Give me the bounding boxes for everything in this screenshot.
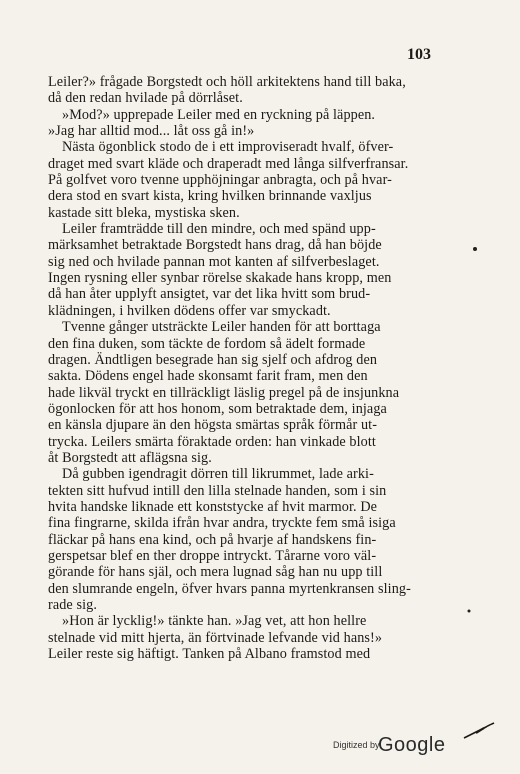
text-line: rade sig. [48,597,97,613]
text-line: då den redan hvilade på dörrlåset. [48,90,243,107]
text-line: »Mod?» upprepade Leiler med en ryckning på läppen. [62,106,376,123]
text-line: stelnade vid mitt hjerta, än förtvinade lefvande vid hans!» [48,629,383,646]
text-line: åt Borgstedt att aflägsna sig. [48,449,212,466]
text-line: »Hon är lycklig!» tänkte han. »Jag vet, att hon hellre [62,613,367,630]
text-line: Leiler?» frågade Borgstedt och höll arkitektens hand till baka, [48,74,406,90]
margin-dot [472,246,478,252]
digitized-by-label: Digitized by [333,740,380,750]
text-line: sig ned och hvilade pannan mot kanten af silfverbeslaget. [48,253,380,270]
text-line: gerspetsar blef en ther droppe intryckt. Tårarne voro väl- [48,547,377,564]
text-line: tekten sitt hufvud intill den lilla stelnade handen, som i sin [48,482,387,499]
text-line: Leiler framträdde till den mindre, och med spänd upp- [62,221,376,238]
text-line: trycka. Leilers smärta föraktade orden: han vinkade blott [48,433,376,450]
text-line: då han åter upplyft ansigtet, var det lika hvitt som brud- [48,286,371,303]
text-line: Tvenne gånger utsträckte Leiler handen för att borttaga [62,319,381,336]
text-line: ögonlocken för att hos honom, som betraktade dem, injaga [48,400,387,417]
text-line: en känsla djupare än den högsta smärtas språk förmår ut- [48,417,378,434]
text-line: fina fingrarne, skilda ifrån hvar andra, tryckte fem små isiga [48,515,396,532]
text-line: »Jag har alltid mod... låt oss gå in!» [48,123,255,140]
text-line: Då gubben igendragit dörren till likrummet, lade arki- [62,466,374,483]
margin-dot [466,608,472,614]
text-line: den slumrande engeln, öfver hvars panna myrtenkransen sling- [48,580,411,597]
page-number: 103 [407,46,431,63]
text-line: den fina duken, som täckte de fordom så ädelt formade [48,335,366,352]
text-line: dragen. Ändtligen besegrade han sig sjelf och afdrog den [48,351,378,368]
text-line: Nästa ögonblick stodo de i ett improviseradt hvalf, öfver- [62,139,394,156]
text-line: På golfvet voro tvenne upphöjningar anbragta, och på hvar- [48,172,392,189]
pen-flourish-mark [462,722,496,740]
text-line: hvita handske liknade ett konststycke af hvit marmor. De [48,498,378,515]
text-line: hade likväl tryckt en tillräckligt läslig pregel på de insjunkna [48,384,400,401]
body-text [48,74,462,662]
text-line: görande för hans själ, och mera lugnad såg han nu upp till [48,564,383,581]
text-line: fläckar på hans ena kind, och på hvarje af handskens fin- [48,531,377,548]
text-line: Ingen rysning eller synbar rörelse skakade hans kropp, men [48,270,392,287]
text-line: Leiler reste sig häftigt. Tanken på Albano framstod med [48,646,371,663]
google-logo: Google [378,734,446,756]
text-line: klädningen, i hvilken dödens offer var smyckadt. [48,302,331,319]
text-line: kastade sitt bleka, mystiska sken. [48,204,240,221]
text-line: sakta. Dödens engel hade skonsamt farit fram, men den [48,368,368,385]
text-line: märksamhet betraktade Borgstedt hans drag, då han böjde [48,237,382,254]
text-line: draget med svart kläde och draperadt med långa silfverfransar. [48,155,409,172]
text-line: dera stod en svart kista, kring hvilken brinnande vaxljus [48,188,372,205]
